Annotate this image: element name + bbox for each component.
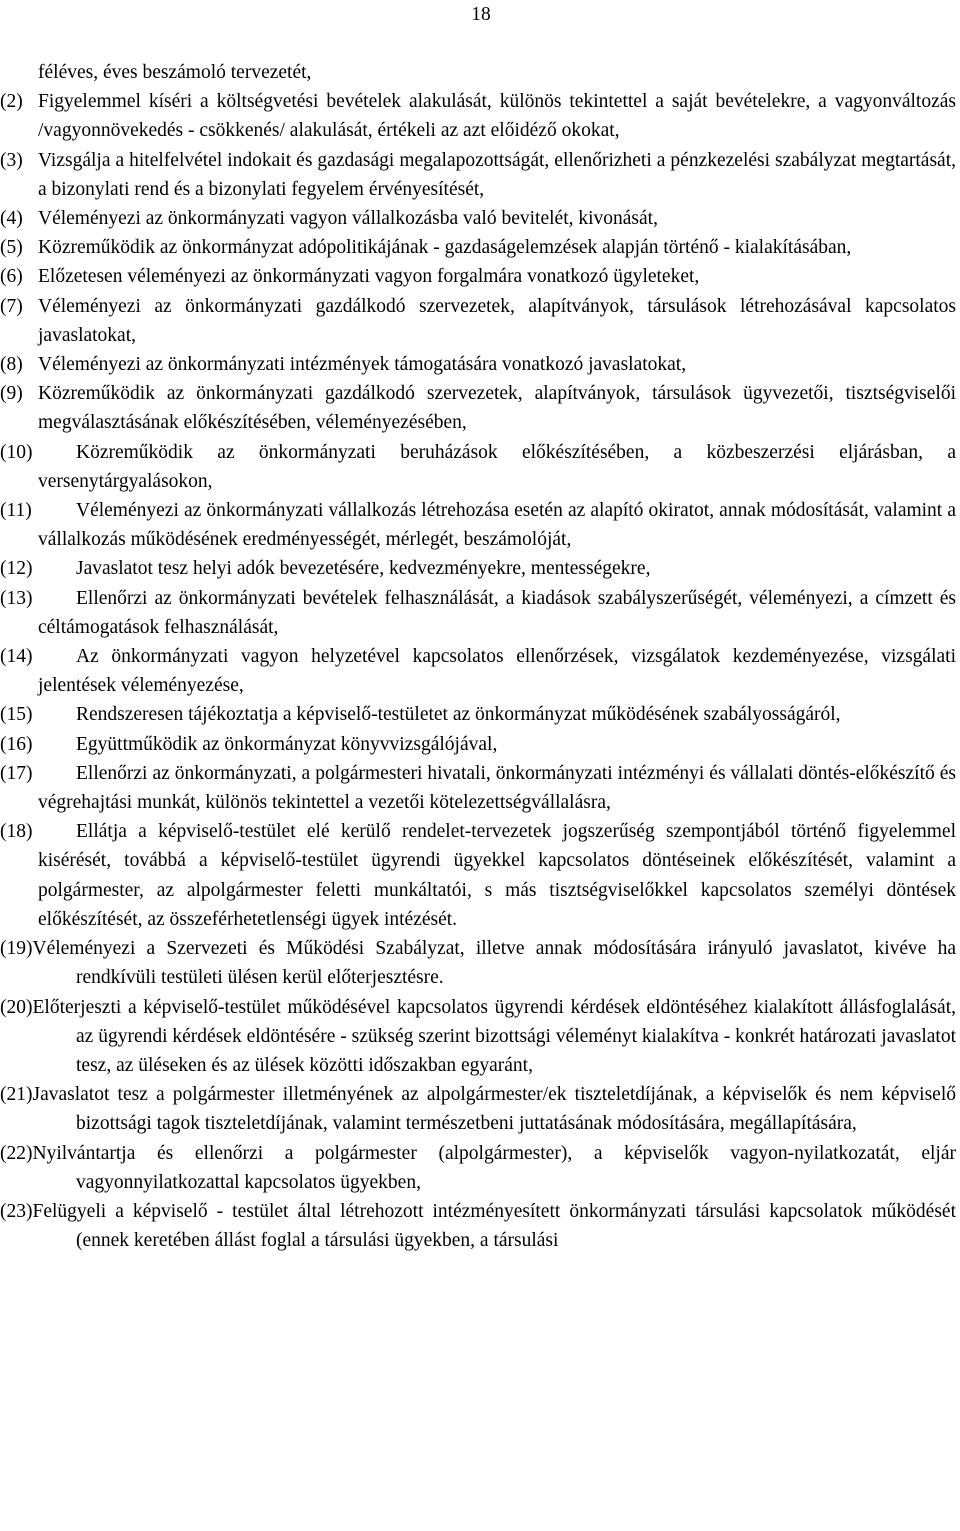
item-number: (19)	[0, 938, 33, 960]
item-number: (18)	[0, 821, 33, 843]
list-item	[0, 438, 956, 496]
item-text: Ellenőrzi az önkormányzati bevételek felhasználását, a kiadások szabályszerűségét, véleményezi, a címzett és céltámogatások felhasználását,	[38, 587, 956, 638]
item-text: Együttműködik az önkormányzat könyvvizsgálójával,	[76, 733, 498, 755]
item-number: (16)	[0, 733, 33, 755]
item-text: Rendszeresen tájékoztatja a képviselő-testületet az önkormányzat működésének szabályosságáról,	[76, 704, 841, 726]
item-number: (7)	[0, 295, 23, 317]
list-item	[0, 379, 956, 437]
item-number: (4)	[0, 208, 23, 230]
item-number: (20)	[0, 996, 33, 1018]
item-number: (17)	[0, 762, 33, 784]
item-text: Nyilvántartja és ellenőrzi a polgármester (alpolgármester), a képviselők vagyon-nyilatkozatát, eljár vagyonnyilatkozattal kapcsolatos ügyekben,	[32, 1142, 956, 1193]
item-number: (3)	[0, 149, 23, 171]
item-text: Felügyeli a képviselő - testület által létrehozott intézményesített önkormányzati társulási kapcsolatok működését (ennek keretében állást foglal a társulási ügyekben, a társulási	[32, 1200, 956, 1252]
item-number: (13)	[0, 587, 33, 609]
item-number: (15)	[0, 704, 33, 726]
list-item	[0, 146, 956, 204]
list-item	[0, 292, 956, 350]
item-text: Véleményezi a Szervezeti és Működési Szabályzat, illetve annak módosítására irányuló javaslatot, kivéve ha rendkívüli testületi ülésen kerül előterjesztésre.	[32, 938, 956, 989]
item-text: Javaslatot tesz helyi adók bevezetésére, kedvezményekre, mentességekre,	[76, 558, 651, 580]
item-number: (22)	[0, 1142, 33, 1164]
item-number: (6)	[0, 266, 23, 288]
item-text: Közreműködik az önkormányzat adópolitikájának - gazdaságelemzések alapján történő - kialakításában,	[38, 237, 852, 259]
item-number: (21)	[0, 1084, 33, 1106]
item-text: Előzetesen véleményezi az önkormányzati vagyon forgalmára vonatkozó ügyleteket,	[38, 266, 700, 288]
list-item	[0, 350, 956, 379]
continued-text: féléves, éves beszámoló tervezetét,	[38, 62, 312, 83]
item-text: Vizsgálja a hitelfelvétel indokait és gazdasági megalapozottságát, ellenőrizheti a pénzkezelési szabályzat megtartását, a bizonylati rend és a bizonylati fegyelem érvényesítését,	[38, 149, 956, 200]
list-item	[0, 1197, 956, 1255]
list-item	[0, 934, 956, 992]
list-item	[0, 1080, 956, 1138]
item-text: Előterjeszti a képviselő-testület működésével kapcsolatos ügyrendi kérdések eldöntéséhez kialakított állásfoglalását, az ügyrendi kérdések eldöntésére - szükség szerint bizottsági véleményt kialakítva - konkrét határozati javaslatot tesz, az üléseken és az ülések közötti időszakban egyaránt,	[32, 996, 956, 1076]
item-list	[0, 87, 956, 1255]
item-number: (10)	[0, 441, 33, 463]
item-text: Véleményezi az önkormányzati intézmények támogatására vonatkozó javaslatokat,	[38, 354, 687, 376]
item-number: (14)	[0, 646, 33, 668]
item-text: Közreműködik az önkormányzati beruházások előkészítésében, a közbeszerzési eljárásban, a versenytárgyalásokon,	[38, 441, 956, 492]
list-item	[0, 496, 956, 554]
list-item	[0, 817, 956, 934]
list-item	[0, 730, 956, 759]
item-text: Véleményezi az önkormányzati gazdálkodó szervezetek, alapítványok, társulások létrehozásával kapcsolatos javaslatokat,	[38, 295, 956, 346]
list-item	[0, 1139, 956, 1197]
item-number: (12)	[0, 558, 33, 580]
list-item	[0, 642, 956, 700]
list-item	[0, 700, 956, 729]
item-text: Véleményezi az önkormányzati vagyon vállalkozásba való bevitelét, kivonását,	[38, 208, 658, 230]
item-text: Ellenőrzi az önkormányzati, a polgármesteri hivatali, önkormányzati intézményi és vállalati döntés-előkészítő és végrehajtási munkát, különös tekintettel a vezetői kötelezettségvállalásra,	[38, 762, 956, 814]
list-item	[0, 554, 956, 583]
list-item	[0, 204, 956, 233]
list-item	[0, 87, 956, 145]
list-item	[0, 233, 956, 262]
list-item	[0, 993, 956, 1081]
item-number: (2)	[0, 91, 23, 113]
item-number: (23)	[0, 1200, 33, 1222]
list-item	[0, 584, 956, 642]
item-number: (11)	[0, 500, 32, 522]
item-text: Az önkormányzati vagyon helyzetével kapcsolatos ellenőrzések, vizsgálatok kezdeményezése, vizsgálati jelentések véleményezése,	[38, 646, 956, 697]
item-text: Ellátja a képviselő-testület elé kerülő rendelet-tervezetek jogszerűség szempontjából történő figyelemmel kisérését, továbbá a képviselő-testület ügyrendi ügyekkel kapcsolatos döntéseinek előkészítését, valamint a polgármester, az alpolgármester feletti munkáltatói, s más tisztségviselőkkel kapcsolatos személyi döntések előkészítését, az összeférhetetlenségi ügyek intézését.	[38, 821, 956, 930]
item-text: Közreműködik az önkormányzati gazdálkodó szervezetek, alapítványok, társulások ügyvezetői, tisztségviselői megválasztásának előkészítésében, véleményezésében,	[38, 383, 956, 434]
list-item	[0, 759, 956, 817]
body-text	[0, 58, 956, 1255]
item-text: Javaslatot tesz a polgármester illetményének az alpolgármester/ek tiszteletdíjának, a képviselők és nem képviselő bizottsági tagok tiszteletdíjának, valamint természetbeni juttatásának módosítására, megállapítására,	[32, 1084, 956, 1135]
item-text: Véleményezi az önkormányzati vállalkozás létrehozása esetén az alapító okiratot, annak módosítását, valamint a vállalkozás működésének eredményességét, mérlegét, beszámolóját,	[38, 500, 956, 551]
item-number: (5)	[0, 237, 23, 259]
list-item	[0, 262, 956, 291]
item-number: (8)	[0, 354, 23, 376]
page-number: 18	[471, 4, 491, 25]
item-text: Figyelemmel kíséri a költségvetési bevételek alakulását, különös tekintettel a saját bevételekre, a vagyonváltozás /vagyonnövekedés - csökkenés/ alakulását, értékeli az azt előidéző okokat,	[38, 91, 956, 142]
item-number: (9)	[0, 383, 23, 405]
